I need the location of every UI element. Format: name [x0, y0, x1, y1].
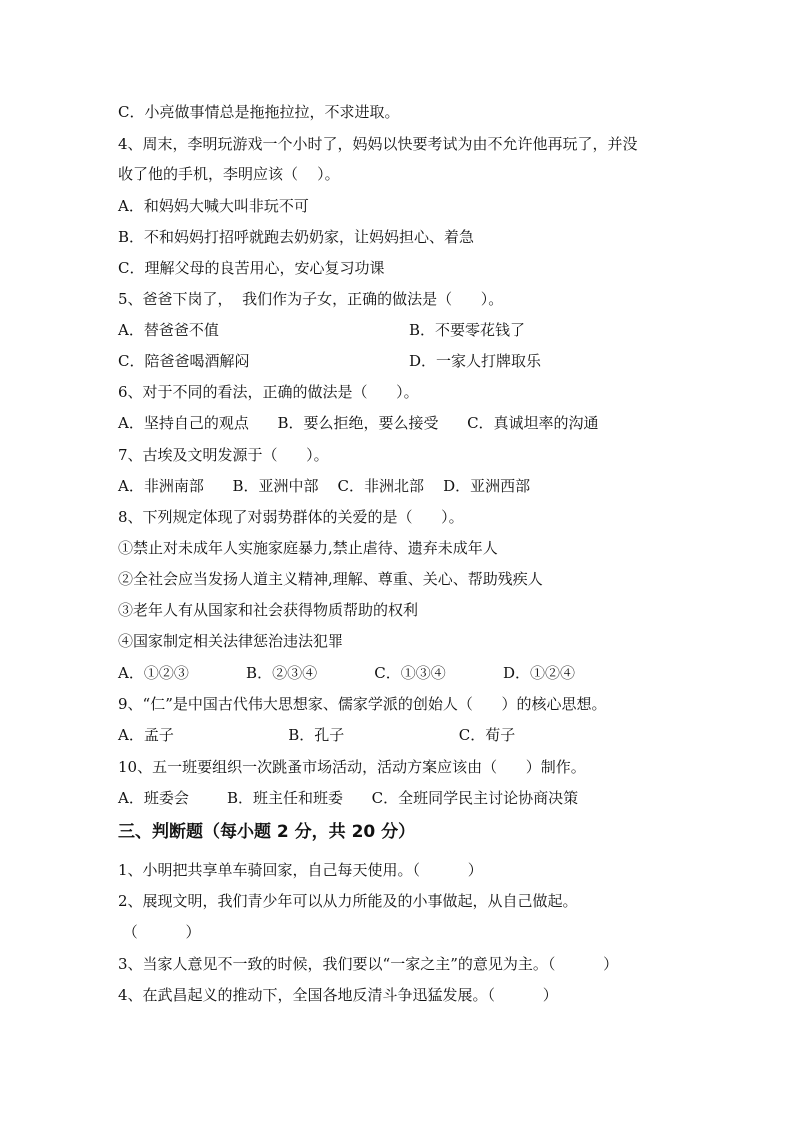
option-c-previous: C．小亮做事情总是拖拖拉拉，不求进取。	[118, 103, 400, 121]
judgment-4: 4、在武昌起义的推动下，全国各地反清斗争迅猛发展。（ ）	[118, 986, 558, 1004]
question-8-item-2: ②全社会应当发扬人道主义精神,理解、尊重、关心、帮助残疾人	[118, 570, 543, 588]
judgment-2-line-2: （ ）	[118, 923, 201, 941]
question-5-option-a: A．替爸爸不值	[118, 321, 219, 339]
judgment-1: 1、小明把共享单车骑回家，自己每天使用。（ ）	[118, 861, 483, 879]
question-8-item-1: ①禁止对未成年人实施家庭暴力,禁止虐待、遗弃未成年人	[118, 539, 498, 557]
question-6-options: A．坚持自己的观点 B．要么拒绝，要么接受 C．真诚坦率的沟通	[118, 414, 599, 432]
question-9: 9、“仁”是中国古代伟大思想家、儒家学派的创始人（ ）的核心思想。	[118, 695, 607, 713]
question-7: 7、古埃及文明发源于（ ）。	[118, 446, 329, 464]
question-10: 10、五一班要组织一次跳蚤市场活动，活动方案应该由（ ）制作。	[118, 758, 586, 776]
question-5-option-c: C．陪爸爸喝酒解闷	[118, 352, 250, 370]
question-10-options: A．班委会 B．班主任和班委 C．全班同学民主讨论协商决策	[118, 789, 579, 807]
question-4-line-2: 收了他的手机，李明应该（ ）。	[118, 165, 340, 183]
question-8-options: A．①②③ B．②③④ C．①③④ D．①②④	[118, 664, 576, 682]
question-4-line-1: 4、周末，李明玩游戏一个小时了，妈妈以快要考试为由不允许他再玩了，并没	[118, 135, 638, 153]
question-7-options: A．非洲南部 B．亚洲中部 C．非洲北部 D．亚洲西部	[118, 477, 531, 495]
question-8-item-4: ④国家制定相关法律惩治违法犯罪	[118, 632, 344, 650]
question-4-option-a: A．和妈妈大喊大叫非玩不可	[118, 197, 309, 215]
question-5-option-b: B．不要零花钱了	[409, 321, 526, 339]
question-5-option-d: D．一家人打牌取乐	[409, 352, 542, 370]
judgment-3: 3、当家人意见不一致的时候，我们要以“一家之主”的意见为主。（ ）	[118, 955, 619, 973]
question-9-options: A．孟子 B．孔子 C．荀子	[118, 726, 516, 744]
question-4-option-c: C．理解父母的良苦用心，安心复习功课	[118, 259, 385, 277]
question-4-option-b: B．不和妈妈打招呼就跑去奶奶家，让妈妈担心、着急	[118, 228, 475, 246]
judgment-2-line-1: 2、展现文明，我们青少年可以从力所能及的小事做起，从自己做起。	[118, 892, 578, 910]
question-8-item-3: ③老年人有从国家和社会获得物质帮助的权利	[118, 601, 419, 619]
question-6: 6、对于不同的看法，正确的做法是（ ）。	[118, 383, 419, 401]
question-8: 8、下列规定体现了对弱势群体的关爱的是（ ）。	[118, 508, 464, 526]
question-5: 5、爸爸下岗了， 我们作为子女，正确的做法是（ ）。	[118, 290, 504, 308]
section-3-heading: 三、判断题（每小题 2 分，共 20 分）	[118, 822, 416, 842]
